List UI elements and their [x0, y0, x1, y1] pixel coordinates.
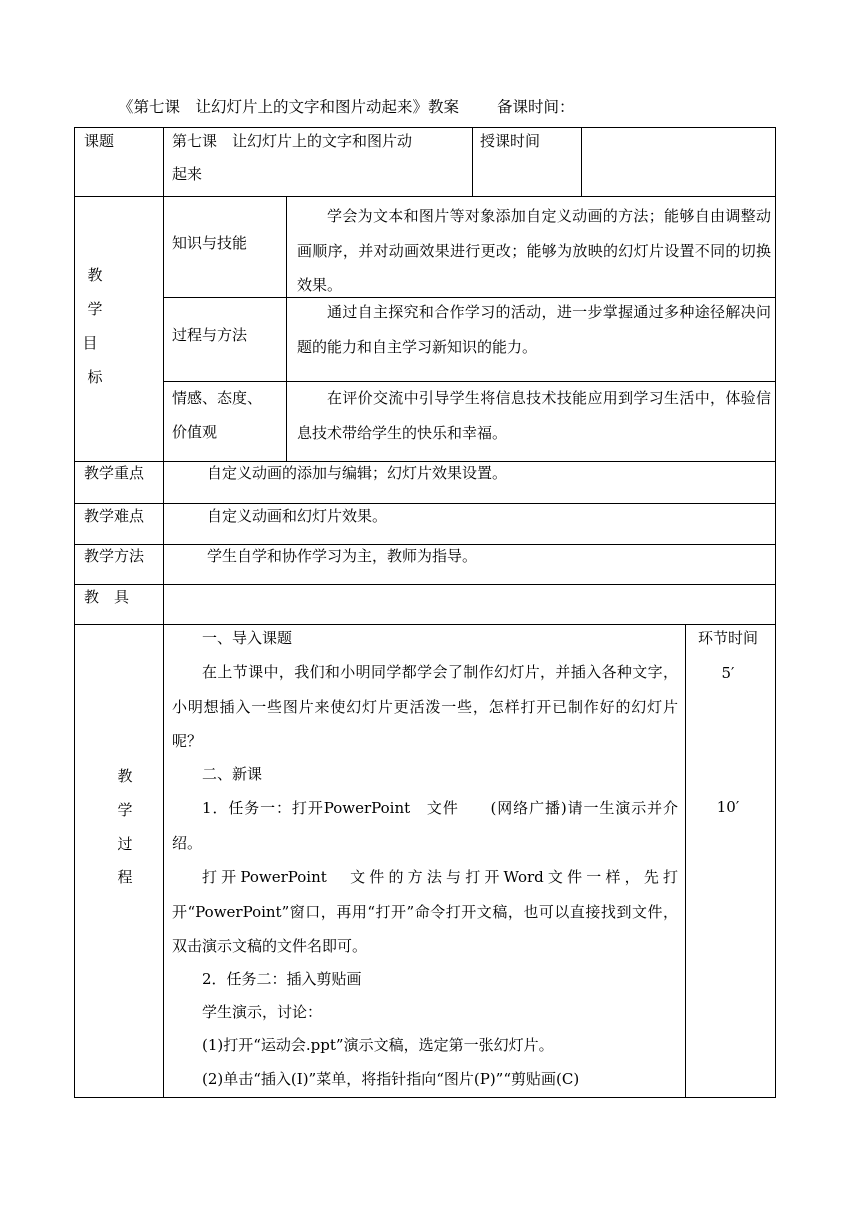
process-paragraph: 2．任务二：插入剪贴画 — [202, 970, 362, 988]
objectives-label-char: 目 — [82, 334, 98, 352]
process-label-char: 程 — [117, 868, 133, 886]
process-methods-label: 过程与方法 — [172, 326, 248, 344]
teaching-time-label: 授课时间 — [480, 132, 541, 150]
process-methods-text: 通过自主探究和合作学习的活动，进一步掌握通过多种途径解决问题的能力和自主学习新知识的能力。 — [297, 303, 771, 356]
process-paragraph: 在上节课中，我们和小明同学都学会了制作幻灯片，并插入各种文字，小明想插入一些图片来使幻灯片更活泼一些，怎样打开已制作好的幻灯片呢？ — [172, 663, 678, 750]
document-title-line — [118, 95, 575, 117]
topic-label: 课题 — [84, 132, 115, 150]
process-paragraph: 一、导入课题 — [202, 629, 293, 647]
process-paragraph: 1．任务一：打开PowerPoint 文件 (网络广播)请一生演示并介绍。 — [172, 799, 678, 852]
stage-time-header: 环节时间 — [697, 629, 758, 647]
process-label-char: 学 — [117, 801, 133, 819]
objectives-label-char: 学 — [87, 300, 103, 318]
topic-value-line2: 起来 — [172, 165, 203, 183]
process-label-char: 过 — [117, 835, 133, 853]
process-paragraph: (1)打开“运动会.ppt”演示文稿，选定第一张幻灯片。 — [202, 1036, 554, 1054]
objectives-label-char: 标 — [87, 368, 103, 386]
emotion-values-text: 在评价交流中引导学生将信息技术技能应用到学习生活中，体验信息技术带给学生的快乐和幸福。 — [297, 389, 771, 442]
process-paragraph: 打开PowerPoint 文件的方法与打开Word文件一样，先打开“PowerPoint”窗口，再用“打开”命令打开文稿，也可以直接找到文件，双击演示文稿的文件名即可。 — [172, 868, 678, 955]
tools-label: 教 具 — [84, 588, 130, 606]
process-label-char: 教 — [117, 767, 133, 785]
knowledge-skills-text: 学会为文本和图片等对象添加自定义动画的方法；能够自由调整动画顺序，并对动画效果进行更改；能够为放映的幻灯片设置不同的切换效果。 — [297, 207, 771, 294]
prep-time-label: 备课时间： — [497, 98, 575, 116]
methods-label: 教学方法 — [84, 547, 145, 565]
emotion-label-line1: 情感、态度、 — [172, 389, 263, 407]
difficulties-value: 自定义动画和幻灯片效果。 — [207, 507, 388, 525]
process-paragraph: 二、新课 — [202, 765, 263, 783]
emotion-label-line2: 价值观 — [172, 423, 218, 441]
stage-time-intro: 5′ — [721, 664, 735, 682]
knowledge-skills-label: 知识与技能 — [172, 234, 248, 252]
difficulties-label: 教学难点 — [84, 507, 145, 525]
process-paragraph: 学生演示，讨论： — [202, 1003, 323, 1021]
objectives-label-char: 教 — [87, 266, 103, 284]
document-title: 《第七课 让幻灯片上的文字和图片动起来》教案 — [118, 98, 460, 116]
key-points-label: 教学重点 — [84, 464, 145, 482]
methods-value: 学生自学和协作学习为主，教师为指导。 — [207, 547, 478, 565]
stage-time-new-lesson: 10′ — [716, 798, 740, 816]
key-points-value: 自定义动画的添加与编辑；幻灯片效果设置。 — [207, 464, 508, 482]
process-paragraph: (2)单击“插入(I)”菜单，将指针指向“图片(P)”“剪贴画(C) — [202, 1070, 580, 1088]
topic-value-line1: 第七课 让幻灯片上的文字和图片动 — [172, 132, 413, 150]
